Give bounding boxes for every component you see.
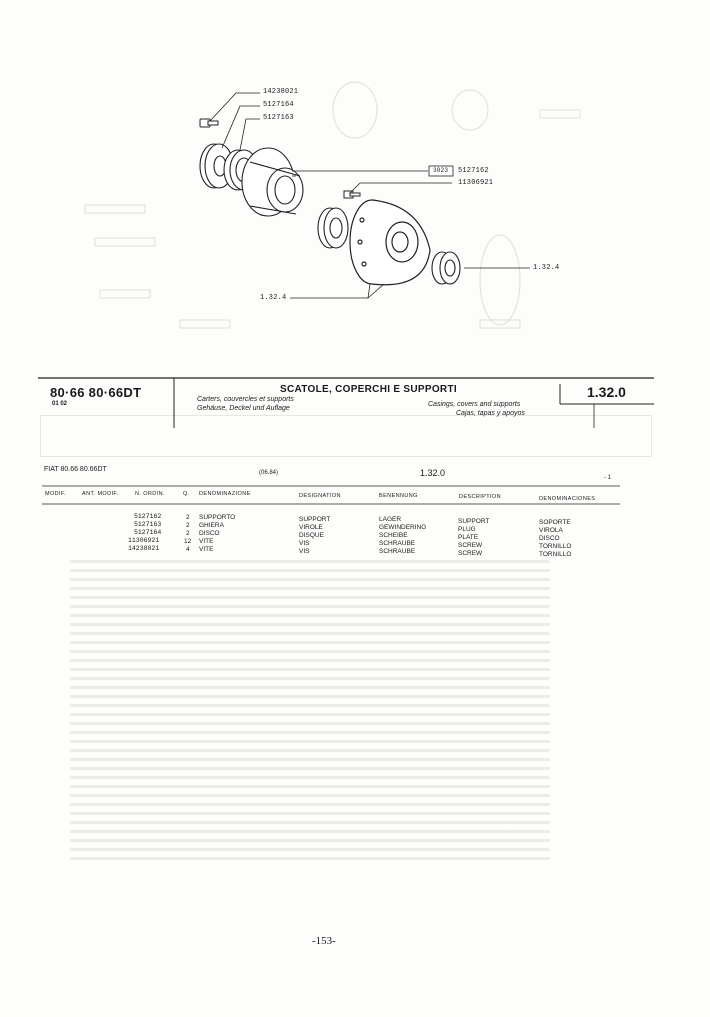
callout-11306921: 11306921 xyxy=(458,179,494,187)
part-number: 5127164 xyxy=(134,529,162,536)
col-denominaciones: DENOMINACIONES xyxy=(539,496,596,502)
desc-german: LAGER xyxy=(379,516,402,523)
section-code: 1.32.0 xyxy=(587,384,626,400)
edition-date: (06.84) xyxy=(259,470,279,476)
desc-spanish: TORNILLO xyxy=(539,543,572,550)
col-denominazione: DENOMINAZIONE xyxy=(199,491,251,497)
title-english: Casings, covers and supports xyxy=(428,401,521,408)
quantity: 12 xyxy=(184,538,192,545)
desc-english: PLATE xyxy=(458,534,479,541)
desc-italian: GHIERA xyxy=(199,522,224,529)
part-number: 5127163 xyxy=(134,521,162,528)
col-ant-modif: ANT. MODIF. xyxy=(82,491,119,497)
desc-english: SUPPORT xyxy=(458,518,490,525)
desc-french: SUPPORT xyxy=(299,516,331,523)
col-qty: Q. xyxy=(183,491,190,497)
title-french: Carters, couvercles et supports xyxy=(197,396,294,403)
col-n-ordin: N. ORDIN. xyxy=(135,491,165,497)
quantity: 2 xyxy=(186,522,190,529)
title-german: Gehäuse, Deckel und Auflage xyxy=(197,405,290,412)
desc-german: SCHRAUBE xyxy=(379,548,416,555)
desc-italian: SUPPORTO xyxy=(199,514,236,521)
callout-5127163: 5127163 xyxy=(263,114,294,122)
desc-italian: VITE xyxy=(199,538,214,545)
desc-english: SCREW xyxy=(458,542,483,549)
desc-spanish: VIROLA xyxy=(539,527,563,534)
desc-german: SCHEIBE xyxy=(379,532,408,539)
quantity: 2 xyxy=(186,530,190,537)
section-title: SCATOLE, COPERCHI E SUPPORTI xyxy=(280,384,457,395)
callout-1-32-4-right: 1.32.4 xyxy=(533,264,560,272)
desc-german: SCHRAUBE xyxy=(379,540,416,547)
col-description: DESCRIPTION xyxy=(459,494,501,500)
part-number: 11306921 xyxy=(128,537,160,544)
section-number: 1.32.0 xyxy=(420,468,446,478)
model-title: 80·66 80·66DT xyxy=(50,385,142,400)
title-spanish: Cajas, tapas y apoyos xyxy=(456,410,525,417)
callout-1-32-4-left: 1.32.4 xyxy=(260,294,287,302)
desc-spanish: SOPORTE xyxy=(539,519,571,526)
part-number: 14238021 xyxy=(128,545,160,552)
desc-spanish: DISCO xyxy=(539,535,560,542)
callout-5127162: 5127162 xyxy=(458,167,489,175)
col-benennung: BENENNUNG xyxy=(379,493,418,499)
desc-italian: VITE xyxy=(199,546,214,553)
quantity: 2 xyxy=(186,514,190,521)
desc-french: VIS xyxy=(299,548,310,555)
desc-german: GEWINDERING xyxy=(379,524,427,531)
model-line: FIAT 80.66 80.66DT xyxy=(44,466,107,473)
part-number: 5127162 xyxy=(134,513,162,520)
page-mark: - 1 xyxy=(604,475,612,481)
desc-french: VIS xyxy=(299,540,310,547)
desc-italian: DISCO xyxy=(199,530,220,537)
bleed-through-text xyxy=(70,560,550,860)
col-designation: DESIGNATION xyxy=(299,493,341,499)
desc-english: SCREW xyxy=(458,550,483,557)
callout-3023: 3023 xyxy=(433,167,449,174)
col-modif: MODIF. xyxy=(45,491,67,497)
desc-french: VIROLE xyxy=(299,524,323,531)
page-number: -153- xyxy=(312,935,336,947)
callout-14238021: 14238021 xyxy=(263,88,299,96)
desc-french: DISQUE xyxy=(299,532,324,539)
desc-english: PLUG xyxy=(458,526,476,533)
desc-spanish: TORNILLO xyxy=(539,551,572,558)
model-subcode: 01 02 xyxy=(52,401,68,407)
quantity: 4 xyxy=(186,546,190,553)
callout-5127164: 5127164 xyxy=(263,101,294,109)
